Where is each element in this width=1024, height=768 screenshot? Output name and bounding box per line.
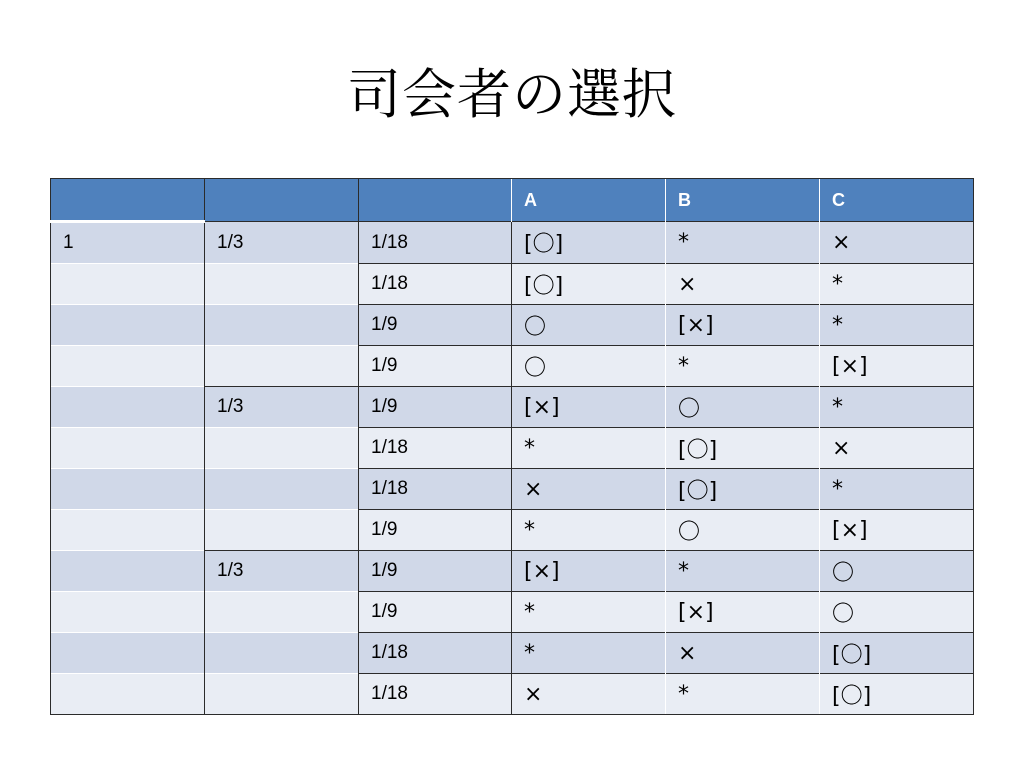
table-row xyxy=(51,222,974,264)
cell-col-3 xyxy=(359,387,512,428)
cell-col-3 xyxy=(359,592,512,633)
cell-col-b xyxy=(666,674,820,715)
cell-col-a xyxy=(512,305,666,346)
cell-col-c xyxy=(820,264,974,305)
cell-text: [〇] xyxy=(832,642,872,668)
cell-col-2 xyxy=(205,222,359,264)
cell-text: × xyxy=(524,476,543,502)
cell-col-1 xyxy=(51,222,205,264)
cell-col-3 xyxy=(359,264,512,305)
cell-text: 1/3 xyxy=(217,231,244,253)
cell-col-a xyxy=(512,469,666,510)
cell-col-2 xyxy=(205,469,359,510)
cell-text: 〇 xyxy=(524,355,547,381)
cell-text: × xyxy=(678,640,697,666)
cell-text: 1/9 xyxy=(371,601,398,622)
cell-text: × xyxy=(678,271,697,297)
cell-col-b xyxy=(666,510,820,551)
cell-text: 1 xyxy=(63,232,74,253)
cell-text: 1/9 xyxy=(371,396,398,417)
cell-text: * xyxy=(524,599,535,625)
table-row xyxy=(51,469,974,510)
cell-text: × xyxy=(832,230,851,255)
cell-col-2 xyxy=(205,674,359,715)
table-row xyxy=(51,592,974,633)
header-cell-c: C xyxy=(820,179,974,222)
cell-col-3 xyxy=(359,469,512,510)
cell-text: [〇] xyxy=(678,437,718,463)
table-row xyxy=(51,346,974,387)
cell-text: 〇 xyxy=(524,314,547,340)
cell-col-3 xyxy=(359,346,512,387)
cell-col-b xyxy=(666,222,820,264)
cell-col-1 xyxy=(51,633,205,674)
cell-col-2 xyxy=(205,387,359,428)
cell-col-1 xyxy=(51,264,205,305)
cell-col-3 xyxy=(359,305,512,346)
cell-text: [×] xyxy=(678,312,714,338)
table-row xyxy=(51,305,974,346)
cell-col-a xyxy=(512,387,666,428)
cell-text: * xyxy=(524,435,535,461)
cell-col-c xyxy=(820,551,974,592)
cell-col-1 xyxy=(51,387,205,428)
table-row xyxy=(51,510,974,551)
cell-text: [×] xyxy=(524,558,560,584)
cell-text: 1/18 xyxy=(371,437,408,458)
cell-text: * xyxy=(832,394,843,420)
cell-text: * xyxy=(678,558,689,584)
header-cell-blank-1 xyxy=(51,179,205,222)
cell-text: × xyxy=(832,435,851,461)
cell-col-b xyxy=(666,264,820,305)
cell-text: 〇 xyxy=(832,601,855,627)
cell-col-b xyxy=(666,305,820,346)
cell-text: [×] xyxy=(832,517,868,543)
cell-text: 1/9 xyxy=(371,519,398,540)
table-row xyxy=(51,387,974,428)
cell-col-c xyxy=(820,674,974,715)
cell-text: [×] xyxy=(832,353,868,379)
cell-col-1 xyxy=(51,510,205,551)
cell-col-3 xyxy=(359,633,512,674)
cell-text: * xyxy=(678,353,689,379)
cell-text: 1/3 xyxy=(217,396,244,417)
cell-col-2 xyxy=(205,551,359,592)
table-row xyxy=(51,264,974,305)
cell-text: [〇] xyxy=(678,478,718,504)
cell-col-1 xyxy=(51,551,205,592)
cell-text: 〇 xyxy=(832,560,855,586)
cell-col-2 xyxy=(205,346,359,387)
cell-col-b xyxy=(666,551,820,592)
cell-col-c xyxy=(820,387,974,428)
cell-col-3 xyxy=(359,510,512,551)
cell-col-c xyxy=(820,222,974,264)
cell-text: 1/9 xyxy=(371,560,398,581)
cell-text: * xyxy=(524,517,535,543)
cell-col-1 xyxy=(51,674,205,715)
table-row xyxy=(51,633,974,674)
cell-col-c xyxy=(820,346,974,387)
cell-col-b xyxy=(666,633,820,674)
cell-col-1 xyxy=(51,305,205,346)
cell-col-c xyxy=(820,592,974,633)
cell-col-3 xyxy=(359,674,512,715)
slide-title: 司会者の選択 xyxy=(347,63,677,126)
cell-text: * xyxy=(832,312,843,338)
cell-col-a xyxy=(512,551,666,592)
cell-col-2 xyxy=(205,428,359,469)
cell-col-b xyxy=(666,428,820,469)
cell-col-2 xyxy=(205,510,359,551)
cell-col-2 xyxy=(205,633,359,674)
probability-table xyxy=(50,178,974,715)
cell-col-1 xyxy=(51,469,205,510)
cell-text: [〇] xyxy=(524,232,564,257)
cell-col-c xyxy=(820,633,974,674)
cell-col-1 xyxy=(51,592,205,633)
cell-col-2 xyxy=(205,305,359,346)
cell-col-1 xyxy=(51,346,205,387)
table-row xyxy=(51,551,974,592)
cell-col-b xyxy=(666,346,820,387)
cell-text: 1/18 xyxy=(371,273,408,294)
cell-col-b xyxy=(666,387,820,428)
cell-text: * xyxy=(678,681,689,707)
cell-text: 1/3 xyxy=(217,560,244,581)
cell-text: * xyxy=(832,271,843,297)
cell-text: * xyxy=(678,230,689,255)
cell-col-a xyxy=(512,346,666,387)
cell-col-a xyxy=(512,674,666,715)
cell-col-3 xyxy=(359,551,512,592)
cell-text: 1/9 xyxy=(371,355,398,376)
cell-col-c xyxy=(820,305,974,346)
cell-col-a xyxy=(512,264,666,305)
header-cell-blank-2 xyxy=(205,179,359,222)
cell-col-a xyxy=(512,592,666,633)
header-cell-b: B xyxy=(666,179,820,222)
cell-col-3 xyxy=(359,428,512,469)
cell-text: 1/18 xyxy=(371,478,408,499)
cell-text: * xyxy=(832,476,843,502)
cell-text: [×] xyxy=(524,394,560,420)
header-row xyxy=(51,179,974,222)
header-cell-blank-3 xyxy=(359,179,512,222)
cell-col-b xyxy=(666,469,820,510)
cell-col-c xyxy=(820,428,974,469)
cell-col-2 xyxy=(205,592,359,633)
cell-col-c xyxy=(820,510,974,551)
cell-text: 1/18 xyxy=(371,642,408,663)
cell-col-a xyxy=(512,510,666,551)
cell-col-1 xyxy=(51,428,205,469)
cell-text: 1/9 xyxy=(371,314,398,335)
cell-col-a xyxy=(512,633,666,674)
cell-text: [〇] xyxy=(832,683,872,709)
cell-col-a xyxy=(512,428,666,469)
table-body xyxy=(51,222,974,715)
cell-col-3 xyxy=(359,222,512,264)
table-row xyxy=(51,428,974,469)
cell-text: 1/18 xyxy=(371,231,408,253)
cell-col-2 xyxy=(205,264,359,305)
table-row xyxy=(51,674,974,715)
cell-text: 〇 xyxy=(678,396,701,422)
cell-col-b xyxy=(666,592,820,633)
cell-text: 1/18 xyxy=(371,683,408,704)
cell-text: * xyxy=(524,640,535,666)
cell-col-a xyxy=(512,222,666,264)
header-cell-a: A xyxy=(512,179,666,222)
cell-text: 〇 xyxy=(678,519,701,545)
cell-text: × xyxy=(524,681,543,707)
cell-text: [×] xyxy=(678,599,714,625)
cell-text: [〇] xyxy=(524,273,564,299)
cell-col-c xyxy=(820,469,974,510)
